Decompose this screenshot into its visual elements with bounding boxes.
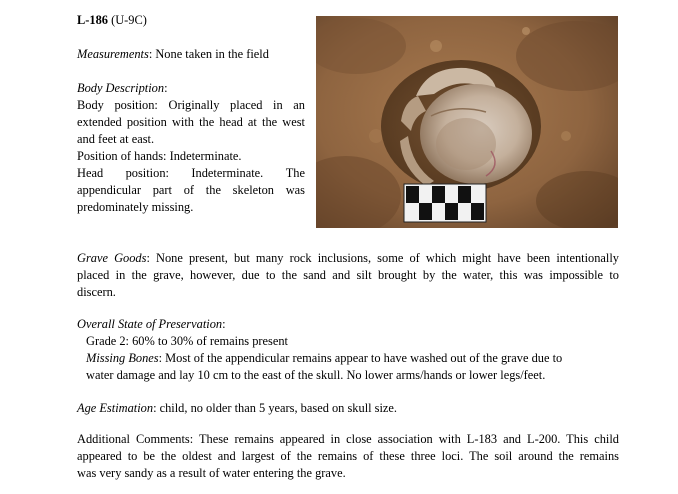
body-position-line-1: Body position: Originally placed in an bbox=[77, 98, 305, 112]
grave-goods-line-1 bbox=[77, 250, 619, 267]
record-title bbox=[77, 12, 305, 29]
record-header-block bbox=[77, 12, 305, 216]
head-the-word: The bbox=[285, 166, 305, 180]
head-word: Head bbox=[77, 166, 104, 180]
missing-bones-label: Missing Bones bbox=[86, 351, 159, 365]
measurements-label: Measurements bbox=[77, 47, 149, 61]
body-position-line-3: and feet at east. bbox=[77, 132, 155, 146]
body-description-colon: : bbox=[164, 81, 168, 95]
preservation-heading bbox=[77, 316, 619, 333]
additional-comments-section bbox=[77, 431, 619, 482]
preservation-grade: Grade 2: 60% to 30% of remains present bbox=[86, 334, 288, 348]
grave-goods-label: Grave Goods bbox=[77, 251, 147, 265]
grave-goods-line-2: placed in the grave, however, due to the sand and silt brought by the water, this was impossible to bbox=[77, 268, 619, 282]
preservation-colon: : bbox=[222, 317, 226, 331]
body-description-heading bbox=[77, 80, 305, 97]
hands-position-line: Position of hands: Indeterminate. bbox=[77, 149, 242, 163]
age-section bbox=[77, 400, 619, 417]
comments-line-2: appeared to be the oldest and largest of the remains of these three loci. The soil around the remains bbox=[77, 449, 619, 463]
head-position-word: position: bbox=[125, 166, 169, 180]
head-indeterminate-word: Indeterminate. bbox=[191, 166, 264, 180]
missing-bones-text-1: : Most of the appendicular remains appear to have washed out of the grave due to bbox=[158, 351, 563, 365]
age-line bbox=[77, 400, 619, 417]
preservation-section bbox=[77, 316, 619, 384]
age-value: : child, no older than 5 years, based on skull size. bbox=[153, 401, 398, 415]
preservation-label: Overall State of Preservation bbox=[77, 317, 223, 331]
body-description-label: Body Description bbox=[77, 81, 165, 95]
photo-scale-bar bbox=[404, 184, 486, 222]
measurements-line bbox=[77, 46, 305, 63]
missing-bones-line-1 bbox=[77, 350, 619, 367]
head-position-line-2: appendicular part of the skeleton was bbox=[77, 183, 305, 197]
measurements-value: : None taken in the field bbox=[148, 47, 269, 61]
head-position-line-3: predominately missing. bbox=[77, 200, 194, 214]
skull-in-soil-image bbox=[316, 16, 618, 228]
comments-line-3: was very sandy as a result of water entering the grave. bbox=[77, 466, 346, 480]
excavation-photo bbox=[316, 16, 618, 228]
body-position-line-2: extended position with the head at the west bbox=[77, 115, 305, 129]
comments-line-1: Additional Comments: These remains appeared in close association with L-183 and L-200. This child bbox=[77, 432, 619, 446]
missing-bones-line-2: water damage and lay 10 cm to the east of the skull. No lower arms/hands or lower legs/feet. bbox=[86, 368, 546, 382]
age-label: Age Estimation bbox=[77, 401, 154, 415]
grave-goods-line-3: discern. bbox=[77, 285, 116, 299]
grave-goods-text-1: : None present, but many rock inclusions, some of which might have been intentionally bbox=[146, 251, 619, 265]
grave-goods-section bbox=[77, 250, 619, 301]
record-unit: (U-9C) bbox=[111, 13, 147, 27]
head-position-line-1 bbox=[77, 165, 305, 182]
record-id: L-186 bbox=[77, 13, 108, 27]
